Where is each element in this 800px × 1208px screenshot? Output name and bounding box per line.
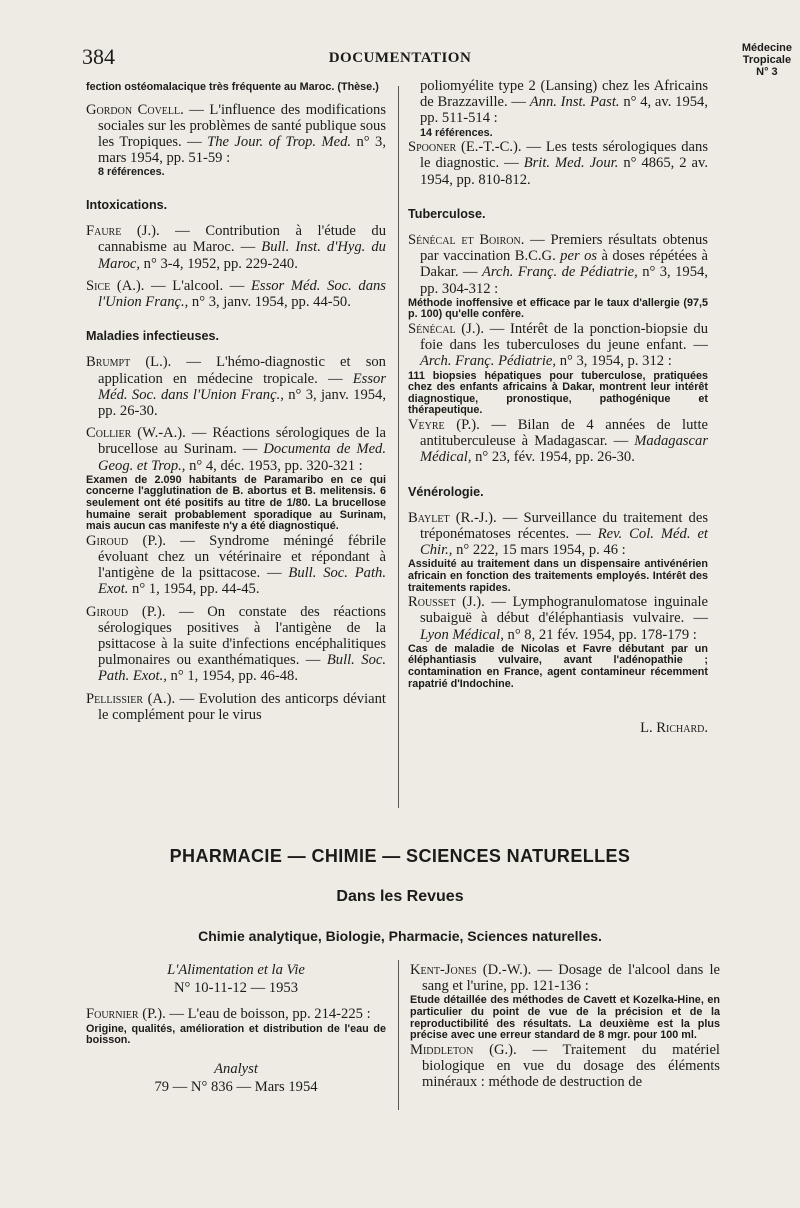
entry-title: — Lymphogranulomatose inguinale subaiguë à début d'éléphantiasis vulvaire. — bbox=[420, 594, 708, 627]
entry-ref: n° 3, mars 1954, pp. 51-59 : bbox=[98, 134, 386, 167]
entry-author: Baylet (R.-J.). bbox=[408, 509, 497, 526]
journal-line-3: N° 3 bbox=[756, 66, 778, 78]
entry-title: — L'alcool. — bbox=[144, 277, 251, 294]
entry-ref: n° 3, janv. 1954, pp. 26-30. bbox=[98, 386, 386, 420]
entry-journal: Arch. Franç. Pédiatrie, bbox=[420, 353, 557, 370]
entry-journal: Bull. Inst. d'Hyg. du Maroc, bbox=[98, 239, 386, 272]
bib-entry bbox=[408, 139, 708, 188]
bib-entry bbox=[86, 102, 386, 167]
entry-title: — Bilan de 4 années de lutte antituberculeuse à Madagascar. — bbox=[420, 417, 708, 450]
left-column bbox=[86, 82, 386, 723]
bib-entry bbox=[86, 278, 386, 310]
bib-entry bbox=[410, 1042, 720, 1091]
continued-note: fection ostéomalacique très fréquente au Maroc. (Thèse.) bbox=[86, 81, 379, 93]
entry-ref: n° 3, 1954, pp. 304-312 : bbox=[420, 264, 708, 297]
entry-note: Origine, qualités, amélioration et distribution de l'eau de boisson. bbox=[86, 1022, 386, 1047]
entry-ref: n° 3-4, 1952, pp. 229-240. bbox=[140, 255, 298, 272]
entry-title: — Premiers résultats obtenus par vaccination B.C.G. bbox=[420, 232, 708, 265]
entry-ref: n° 3, 1954, p. 312 : bbox=[556, 353, 672, 370]
bib-entry bbox=[86, 533, 386, 598]
entry-author: Sénécal (J.). bbox=[408, 321, 484, 338]
entry-journal: Essor Méd. Soc. dans l'Union Franç., bbox=[98, 370, 386, 403]
entry-journal: Ann. Inst. Past. bbox=[529, 94, 620, 111]
section-heading-tuberculose: Tuberculose. bbox=[408, 206, 486, 221]
journal-mark bbox=[742, 42, 792, 78]
bib-entry bbox=[408, 232, 708, 297]
entry-ref: n° 222, 15 mars 1954, p. 46 : bbox=[452, 542, 626, 559]
entry-author: Fournier (P.). bbox=[86, 1006, 166, 1023]
entry-note: 14 références. bbox=[420, 126, 493, 139]
entry-author: Brumpt (L.). bbox=[86, 354, 172, 371]
entry-title: — Surveillance du traitement des tréponématoses récentes. — bbox=[420, 509, 709, 543]
column-divider-bottom bbox=[398, 960, 399, 1110]
entry-author: Gordon Covell. bbox=[86, 101, 184, 118]
entry-journal: The Jour. of Trop. Med. bbox=[207, 134, 352, 150]
entry-ref: n° 1, 1954, pp. 46-48. bbox=[166, 668, 299, 685]
bib-entry bbox=[86, 1006, 386, 1022]
entry-journal: Arch. Franç. de Pédiatrie, bbox=[481, 264, 638, 281]
entry-journal: Bull. Soc. Path. Exot., bbox=[98, 652, 386, 685]
entry-journal: Documenta de Med. Geog. et Trop., bbox=[98, 441, 386, 474]
entry-ref: n° 23, fév. 1954, pp. 26-30. bbox=[471, 449, 635, 466]
entry-author: Veyre (P.). bbox=[408, 417, 480, 433]
entry-journal: Rev. Col. Méd. et Chir., bbox=[420, 526, 708, 559]
entry-author: Spooner (E.-T.-C.). bbox=[408, 139, 522, 156]
bib-entry bbox=[86, 425, 386, 474]
entry-journal: Madagascar Médical, bbox=[420, 433, 708, 466]
entry-journal: Bull. Soc. Path. Exot. bbox=[98, 565, 386, 598]
section-heading-venerologie: Vénérologie. bbox=[408, 484, 484, 499]
entry-title-cont: à doses répétées à Dakar. — bbox=[420, 248, 708, 281]
entry-ref: n° 4, av. 1954, pp. 511-514 : bbox=[420, 94, 708, 127]
section-subtitle: Dans les Revues bbox=[336, 888, 464, 905]
entry-author: Rousset (J.). bbox=[408, 594, 485, 611]
section-title: PHARMACIE — CHIMIE — SCIENCES NATURELLES bbox=[169, 846, 631, 866]
signature: L. Richard. bbox=[640, 720, 708, 737]
entry-title: — L'eau de boisson, pp. 214-225 : bbox=[165, 1006, 371, 1023]
entry-ref: n° 1, 1954, pp. 44-45. bbox=[128, 581, 260, 598]
entry-title: — Dosage de l'alcool dans le sang et l'urine, pp. 121-136 : bbox=[422, 962, 721, 995]
bib-entry bbox=[408, 417, 708, 466]
journal-line-2: Tropicale bbox=[742, 54, 792, 66]
entry-journal: Lyon Médical, bbox=[420, 626, 504, 643]
bib-entry bbox=[86, 354, 386, 419]
bib-entry bbox=[86, 604, 386, 685]
entry-note: 8 références. bbox=[98, 166, 165, 179]
page-number: 384 bbox=[82, 44, 115, 69]
bib-entry bbox=[408, 594, 708, 643]
entry-title-italic: per os bbox=[560, 248, 598, 265]
running-title: DOCUMENTATION bbox=[328, 50, 472, 66]
entry-author: Giroud (P.). bbox=[86, 603, 166, 620]
bottom-left-column bbox=[86, 962, 386, 1095]
entry-title: poliomyélite type 2 (Lansing) chez les Africains de Brazzaville. — bbox=[420, 78, 708, 111]
entry-title: — Les tests sérologiques dans le diagnostic. — bbox=[420, 139, 708, 172]
section-heading-maladies: Maladies infectieuses. bbox=[86, 329, 219, 344]
bib-entry bbox=[86, 223, 386, 272]
entry-author: Pellissier (A.). bbox=[86, 690, 176, 707]
entry-title: — On constate des réactions sérologiques positives à l'antigène de la psittacose à la suite d'infections encéphalitiques pulmonaires ou exanthématiques. — bbox=[98, 603, 386, 669]
entry-author: Collier (W.-A.). bbox=[86, 425, 186, 442]
entry-ref: n° 4, déc. 1953, pp. 320-321 : bbox=[185, 457, 363, 474]
review-name: L'Alimentation et la Vie bbox=[167, 962, 305, 978]
subsection-heading: Chimie analytique, Biologie, Pharmacie, Sciences naturelles. bbox=[198, 928, 602, 944]
journal-line-1: Médecine bbox=[741, 42, 792, 54]
entry-title: — Réactions sérologiques de la brucellose au Surinam. — bbox=[98, 425, 386, 458]
entry-title: — L'hémo-diagnostic et son application en médecine tropicale. — bbox=[98, 354, 386, 387]
entry-ref: n° 8, 21 fév. 1954, pp. 178-179 : bbox=[503, 626, 697, 643]
entry-title: — Contribution à l'étude du cannabisme au Maroc. — bbox=[98, 223, 386, 256]
entry-author: Middleton (G.). bbox=[410, 1041, 517, 1058]
bib-entry bbox=[410, 962, 720, 994]
entry-title: — Syndrome méningé fébrile évoluant chez un vétérinaire et répondant à l'antigène de la psittacose. — bbox=[98, 532, 386, 582]
entry-title: — Traitement du matériel biologique en vue du dosage des éléments minéraux : méthode de destruction de bbox=[422, 1041, 720, 1091]
entry-note: Examen de 2.090 habitants de Paramaribo en ce qui concerne l'agglutination de B. abortus et B. melitensis. 6 seulement ont été positifs au titre de 1/80. La brucellose humaine serait probablement sporadique au Surinam, mais aucun cas manifeste n'y a été diagnostiqué. bbox=[86, 473, 386, 533]
entry-author: Sénécal et Boiron. bbox=[408, 232, 525, 249]
entry-author: Faure (J.). bbox=[86, 223, 160, 240]
entry-note: 111 biopsies hépatiques pour tuberculose, pratiquées chez des enfants africains à Dakar, montrent leur intérêt diagnostique, pronostique, pathogénique et thérapeutique. bbox=[408, 369, 708, 417]
entry-journal: Essor Méd. Soc. dans l'Union Franç., bbox=[98, 277, 386, 311]
entry-author: Sice (A.). bbox=[86, 277, 145, 294]
review-issue: 79 — N° 836 — Mars 1954 bbox=[154, 1079, 318, 1095]
review-name: Analyst bbox=[214, 1060, 258, 1077]
column-divider-top bbox=[398, 86, 399, 808]
bottom-right-column bbox=[410, 962, 720, 1090]
bib-entry bbox=[408, 510, 708, 559]
section-heading-intoxications: Intoxications. bbox=[86, 198, 168, 212]
review-issue: N° 10-11-12 — 1953 bbox=[173, 980, 299, 997]
entry-note: Cas de maladie de Nicolas et Favre débutant par un éléphantiasis vulvaire, avant l'adénopathie ; contamination en France, agent contamineur récemment rapatrié d'Indochine. bbox=[408, 642, 708, 690]
entry-note: Assiduité au traitement dans un dispensaire antivénérien africain en fonction des traitements employés. Intérêt des traitements rapides. bbox=[408, 558, 708, 594]
entry-title: — Intérêt de la ponction-biopsie du foie dans les tuberculoses du jeune enfant. — bbox=[420, 321, 708, 354]
entry-note: Etude détaillée des méthodes de Cavett et Kozelka-Hine, en particulier du point de vue de la précision et de la reproductibilité des résultats. La deuxième est la plus précise avec une erreur standard de 8 mgr. pour 100 ml. bbox=[410, 994, 720, 1042]
bib-entry-continued bbox=[408, 78, 708, 127]
bib-entry bbox=[86, 691, 386, 723]
entry-note: Méthode inoffensive et efficace par le taux d'allergie (97,5 p. 100) qu'elle confère. bbox=[408, 296, 708, 321]
entry-title: — L'influence des modifications sociales sur les problèmes de santé publique sous les Tropiques. — bbox=[98, 101, 386, 150]
entry-journal: Brit. Med. Jour. bbox=[523, 155, 619, 172]
bib-entry bbox=[408, 321, 708, 370]
entry-ref: n° 3, janv. 1954, pp. 44-50. bbox=[188, 294, 351, 311]
right-column bbox=[408, 78, 708, 736]
entry-ref: n° 4865, 2 av. 1954, pp. 810-812. bbox=[420, 155, 708, 188]
entry-title: — Evolution des anticorps déviant le complément pour le virus bbox=[98, 690, 386, 723]
entry-author: Giroud (P.). bbox=[86, 532, 166, 549]
entry-author: Kent-Jones (D.-W.). bbox=[410, 962, 532, 978]
